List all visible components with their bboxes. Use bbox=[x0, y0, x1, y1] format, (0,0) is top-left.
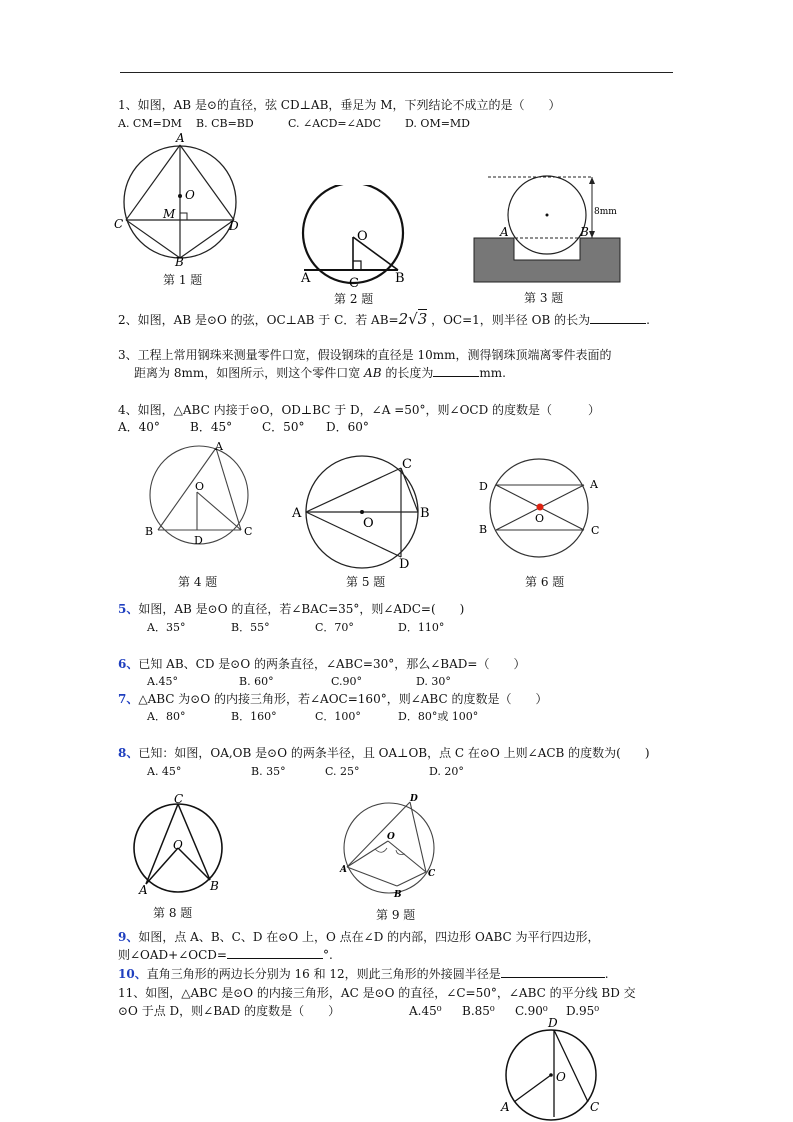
question-7: 7、△ABC 为⊙O 的内接三角形，若∠AOC=160°，则∠ABC 的度数是（ ） bbox=[118, 692, 548, 706]
q7-option-a: A．80° bbox=[147, 710, 186, 723]
figure-5 bbox=[288, 450, 438, 575]
q11-option-c: C.90⁰ bbox=[515, 1004, 548, 1018]
figure-6 bbox=[475, 453, 605, 563]
question-11-line-2: ⊙O 于点 D，则∠BAD 的度数是（ ） bbox=[118, 1004, 341, 1018]
q7-option-c: C．100° bbox=[315, 710, 361, 723]
fig9-label-a: A bbox=[340, 865, 347, 875]
question-2: 2、如图，AB 是⊙O 的弦，OC⊥AB 于 C．若 AB=2√3 ，OC=1，则半径 OB 的长为 . bbox=[118, 310, 650, 328]
q8-option-a: A. 45° bbox=[147, 765, 182, 778]
fig4-label-c: C bbox=[244, 525, 253, 538]
q1-option-a: A. CM=DM bbox=[118, 117, 182, 130]
fig8-label-a: A bbox=[139, 883, 148, 897]
fig8-label-b: B bbox=[210, 879, 219, 893]
q11-option-a: A.45⁰ bbox=[409, 1004, 442, 1018]
fig5-label-a: A bbox=[292, 506, 302, 521]
question-4: 4、如图，△ABC 内接于⊙O，OD⊥BC 于 D，∠A =50°，则∠OCD 的度数是（ ） bbox=[118, 403, 601, 417]
caption-fig8: 第 8 题 bbox=[153, 906, 193, 920]
q6-option-a: A.45° bbox=[147, 675, 178, 688]
fig1-label-d: D bbox=[229, 219, 239, 233]
fig8-label-o: O bbox=[173, 838, 183, 852]
fig6-label-c: C bbox=[591, 524, 600, 537]
caption-fig3: 第 3 题 bbox=[524, 291, 564, 305]
fig11-label-c: C bbox=[590, 1100, 600, 1114]
question-1: 1、如图，AB 是⊙的直径，弦 CD⊥AB，垂足为 M，下列结论不成立的是（ ） bbox=[118, 98, 561, 112]
q10-answer-blank[interactable] bbox=[501, 966, 605, 978]
fig1-label-m: M bbox=[163, 207, 176, 221]
fig5-label-c: C bbox=[402, 457, 412, 472]
fig2-label-a: A bbox=[301, 271, 311, 286]
figure-11 bbox=[495, 1015, 610, 1122]
q2-answer-blank[interactable] bbox=[590, 312, 646, 324]
question-11-line-1: 11、如图，△ABC 是⊙O 的内接三角形，AC 是⊙O 的直径，∠C=50°，∠ABC 的平分线 BD 交 bbox=[118, 986, 636, 1000]
figure-2 bbox=[295, 185, 415, 290]
fig11-label-d: D bbox=[548, 1016, 558, 1030]
fig1-label-c: C bbox=[114, 217, 124, 231]
q4-option-a: A．40° bbox=[118, 420, 160, 434]
fig11-label-a: A bbox=[501, 1100, 510, 1114]
q7-option-b: B．160° bbox=[231, 710, 277, 723]
sqrt-expression: 2√3 bbox=[398, 310, 428, 328]
q1-option-c: C. ∠ACD=∠ADC bbox=[288, 117, 382, 130]
question-3-line-2: 距离为 8mm，如图所示，则这个零件口宽 AB 的长度为 mm. bbox=[134, 366, 506, 380]
q5-option-c: C．70° bbox=[315, 621, 354, 634]
fig3-label-b: B bbox=[580, 225, 589, 239]
fig9-label-b: B bbox=[394, 890, 402, 900]
caption-fig6: 第 6 题 bbox=[525, 575, 565, 589]
q5-option-b: B．55° bbox=[231, 621, 270, 634]
fig6-label-d: D bbox=[479, 480, 488, 493]
q11-option-b: B.85⁰ bbox=[462, 1004, 495, 1018]
caption-fig9: 第 9 题 bbox=[376, 908, 416, 922]
fig4-label-o: O bbox=[195, 480, 205, 493]
q1-option-d: D. OM=MD bbox=[405, 117, 471, 130]
q6-option-d: D. 30° bbox=[416, 675, 451, 688]
q4-option-b: B．45° bbox=[190, 420, 233, 434]
question-3-line-1: 3、工程上常用钢珠来测量零件口宽，假设钢珠的直径是 10mm，测得钢珠顶端离零件表面的 bbox=[118, 348, 612, 362]
caption-fig5: 第 5 题 bbox=[346, 575, 386, 589]
header-rule bbox=[120, 72, 673, 73]
question-9-line-1: 9、如图，点 A、B、C、D 在⊙O 上，O 点在∠D 的内部，四边形 OABC 为平行四边形， bbox=[118, 930, 600, 944]
fig9-label-c: C bbox=[428, 869, 436, 879]
figure-9 bbox=[335, 790, 445, 905]
q1-option-b: B. CB=BD bbox=[196, 117, 254, 130]
caption-fig1: 第 1 题 bbox=[163, 273, 203, 287]
q5-option-d: D．110° bbox=[398, 621, 445, 634]
fig4-label-a: A bbox=[215, 440, 223, 453]
q8-option-b: B. 35° bbox=[251, 765, 286, 778]
fig5-label-o: O bbox=[363, 516, 374, 531]
fig1-label-a: A bbox=[176, 132, 185, 145]
fig1-label-o: O bbox=[185, 188, 195, 202]
caption-fig4: 第 4 题 bbox=[178, 575, 218, 589]
fig2-label-b: B bbox=[395, 271, 405, 286]
q4-option-c: C．50° bbox=[262, 420, 305, 434]
fig4-label-b: B bbox=[145, 525, 154, 538]
figure-4 bbox=[140, 440, 265, 550]
question-8: 8、已知：如图，OA,OB 是⊙O 的两条半径，且 OA⊥OB，点 C 在⊙O 上则∠ACB 的度数为( ) bbox=[118, 746, 650, 760]
fig9-label-o: O bbox=[387, 832, 395, 842]
fig2-label-c: C bbox=[349, 276, 359, 290]
q8-option-d: D. 20° bbox=[429, 765, 464, 778]
q5-option-a: A．35° bbox=[147, 621, 186, 634]
fig3-label-a: A bbox=[500, 225, 509, 239]
q7-option-d: D．80°或 100° bbox=[398, 710, 479, 723]
q11-option-d: D.95⁰ bbox=[566, 1004, 600, 1018]
q4-option-d: D．60° bbox=[326, 420, 369, 434]
fig8-label-c: C bbox=[174, 792, 184, 806]
fig6-label-b: B bbox=[479, 523, 488, 536]
fig2-label-o: O bbox=[357, 229, 368, 244]
question-10: 10、直角三角形的两边长分别为 16 和 12，则此三角形的外接圆半径是 . bbox=[118, 967, 609, 981]
fig3-dimension: 8mm bbox=[594, 207, 617, 217]
question-6: 6、已知 AB、CD 是⊙O 的两条直径，∠ABC=30°，那么∠BAD=（ ） bbox=[118, 657, 526, 671]
q6-option-b: B. 60° bbox=[239, 675, 274, 688]
fig1-label-b: B bbox=[175, 255, 184, 267]
fig6-label-a: A bbox=[590, 478, 598, 491]
figure-8 bbox=[128, 790, 228, 900]
figure-1 bbox=[112, 132, 252, 267]
question-9-line-2: 则∠OAD+∠OCD= °. bbox=[118, 948, 333, 962]
q3-answer-blank[interactable] bbox=[433, 365, 479, 377]
fig9-label-d: D bbox=[410, 794, 418, 804]
question-5: 5、如图，AB 是⊙O 的直径，若∠BAC=35°，则∠ADC=( ) bbox=[118, 602, 465, 616]
q8-option-c: C. 25° bbox=[325, 765, 360, 778]
q6-option-c: C.90° bbox=[331, 675, 363, 688]
fig4-label-d: D bbox=[194, 534, 203, 547]
figure-3 bbox=[470, 170, 625, 288]
caption-fig2: 第 2 题 bbox=[334, 292, 374, 306]
fig6-label-o: O bbox=[535, 512, 545, 525]
fig11-label-o: O bbox=[556, 1070, 566, 1084]
q9-answer-blank[interactable] bbox=[227, 947, 323, 959]
fig5-label-b: B bbox=[420, 506, 430, 521]
fig5-label-d: D bbox=[399, 557, 410, 572]
